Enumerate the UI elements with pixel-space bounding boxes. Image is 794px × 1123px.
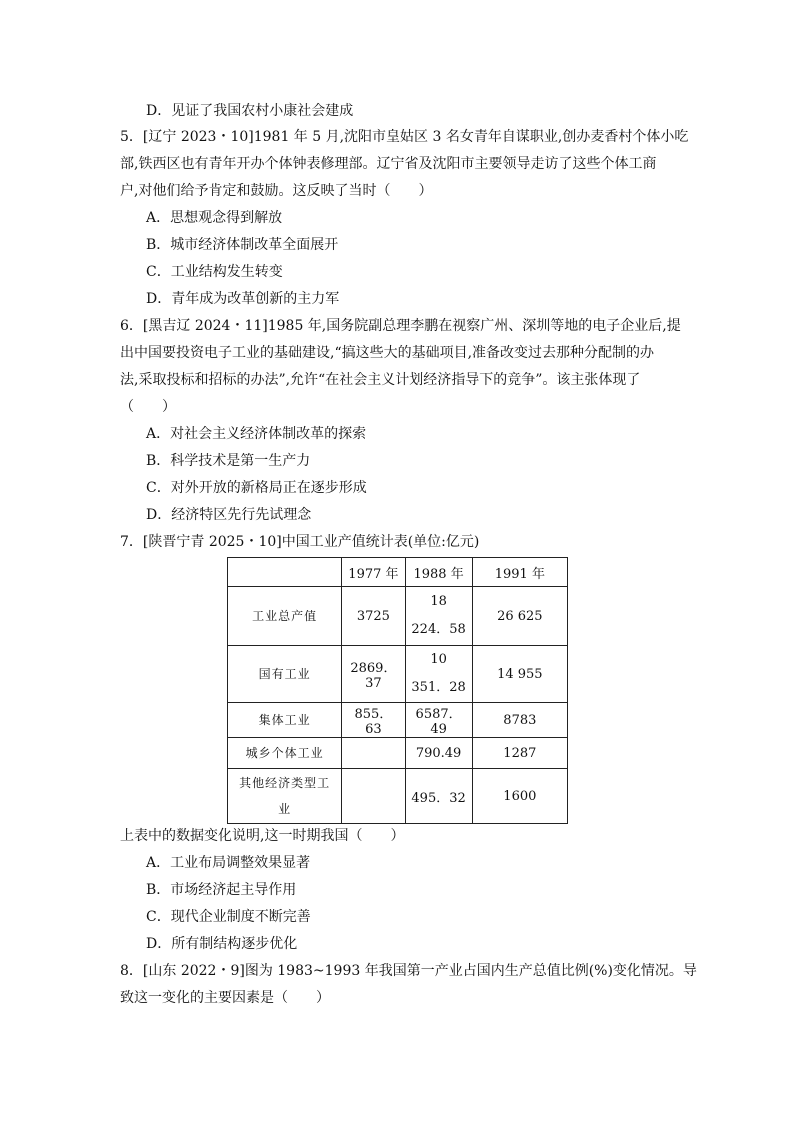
table-header-1991: 1991 年 (472, 558, 567, 587)
cell-1988: 495．32 (405, 769, 472, 824)
cell-1977: 3725 (342, 587, 405, 646)
cell-1977: 855．63 (342, 703, 405, 738)
cell-1988-part-1: 10 (430, 652, 447, 667)
q6-option-a[interactable]: A．对社会主义经济体制改革的探索 (146, 426, 367, 442)
q5-stem-line-1: 5．[辽宁 2023・10]1981 年 5 月,沈阳市皇姑区 3 名女青年自谋职业,创办麦香村个体小吃 (120, 129, 689, 145)
q7-option-a[interactable]: A．工业布局调整效果显著 (146, 855, 311, 871)
row-label: 集体工业 (228, 703, 342, 738)
table-header-blank (228, 558, 342, 587)
q8-stem-line-1: 8．[山东 2022・9]图为 1983~1993 年我国第一产业占国内生产总值比例(%)变化情况。导 (120, 963, 697, 979)
q6-stem-line-2: 出中国要投资电子工业的基础建设,“搞这些大的基础项目,准备改变过去那种分配制的办 (120, 345, 655, 361)
q6-option-d[interactable]: D．经济特区先行先试理念 (146, 507, 312, 523)
q7-option-b[interactable]: B．市场经济起主导作用 (146, 882, 297, 898)
q7-intro: 7．[陕晋宁青 2025・10]中国工业产值统计表(单位:亿元) (120, 534, 480, 550)
cell-1988: 790.49 (405, 738, 472, 769)
row-label (228, 769, 342, 824)
q7-option-c[interactable]: C．现代企业制度不断完善 (146, 909, 311, 925)
table-row (228, 769, 568, 824)
q7-option-d[interactable]: D．所有制结构逐步优化 (146, 936, 298, 952)
q6-stem-line-3: 法,采取投标和招标的办法”,允许“在社会主义计划经济指导下的竞争”。该主张体现了 (120, 372, 641, 388)
row-label: 城乡个体工业 (228, 738, 342, 769)
cell-1988-part-1: 18 (430, 594, 447, 609)
table-header-row (228, 558, 568, 587)
q8-stem-line-2: 致这一变化的主要因素是（ ） (120, 990, 330, 1006)
industrial-output-table (227, 557, 568, 824)
q5-option-a[interactable]: A．思想观念得到解放 (146, 210, 283, 226)
q5-option-c[interactable]: C．工业结构发生转变 (146, 264, 283, 280)
cell-1988-part-2: 351．28 (411, 680, 466, 695)
cell-1977 (342, 769, 405, 824)
q6-stem-line-4: （ ） (120, 399, 176, 415)
cell-1991: 14 955 (472, 646, 567, 703)
row-label: 国有工业 (228, 646, 342, 703)
cell-1988 (405, 646, 472, 703)
q7-question: 上表中的数据变化说明,这一时期我国（ ） (120, 828, 405, 844)
cell-1977: 2869．37 (342, 646, 405, 703)
cell-1991: 26 625 (472, 587, 567, 646)
q5-stem-line-3: 户,对他们给予肯定和鼓励。这反映了当时（ ） (120, 183, 433, 199)
cell-1988: 6587．49 (405, 703, 472, 738)
q6-stem-line-1: 6．[黑吉辽 2024・11]1985 年,国务院副总理李鹏在视察广州、深圳等地的电子企业后,提 (120, 318, 681, 334)
table-row (228, 646, 568, 703)
q5-option-d[interactable]: D．青年成为改革创新的主力军 (146, 291, 340, 307)
table-row (228, 738, 568, 769)
q5-stem-line-2: 部,铁西区也有青年开办个体钟表修理部。辽宁省及沈阳市主要领导走访了这些个体工商 (120, 156, 657, 172)
cell-1991: 1287 (472, 738, 567, 769)
cell-1991: 8783 (472, 703, 567, 738)
table-row (228, 703, 568, 738)
row-label-part-2: 业 (278, 802, 292, 816)
q4-option-d[interactable]: D．见证了我国农村小康社会建成 (146, 103, 354, 119)
row-label: 工业总产值 (228, 587, 342, 646)
cell-1991: 1600 (472, 769, 567, 824)
table-header-1977: 1977 年 (342, 558, 405, 587)
cell-1977 (342, 738, 405, 769)
table-header-1988: 1988 年 (405, 558, 472, 587)
q6-option-b[interactable]: B．科学技术是第一生产力 (146, 453, 311, 469)
row-label-part-1: 其他经济类型工 (239, 776, 331, 790)
q5-option-b[interactable]: B．城市经济体制改革全面展开 (146, 237, 339, 253)
cell-1988 (405, 587, 472, 646)
cell-1988-part-2: 224．58 (411, 622, 466, 637)
table-row (228, 587, 568, 646)
q6-option-c[interactable]: C．对外开放的新格局正在逐步形成 (146, 480, 367, 496)
